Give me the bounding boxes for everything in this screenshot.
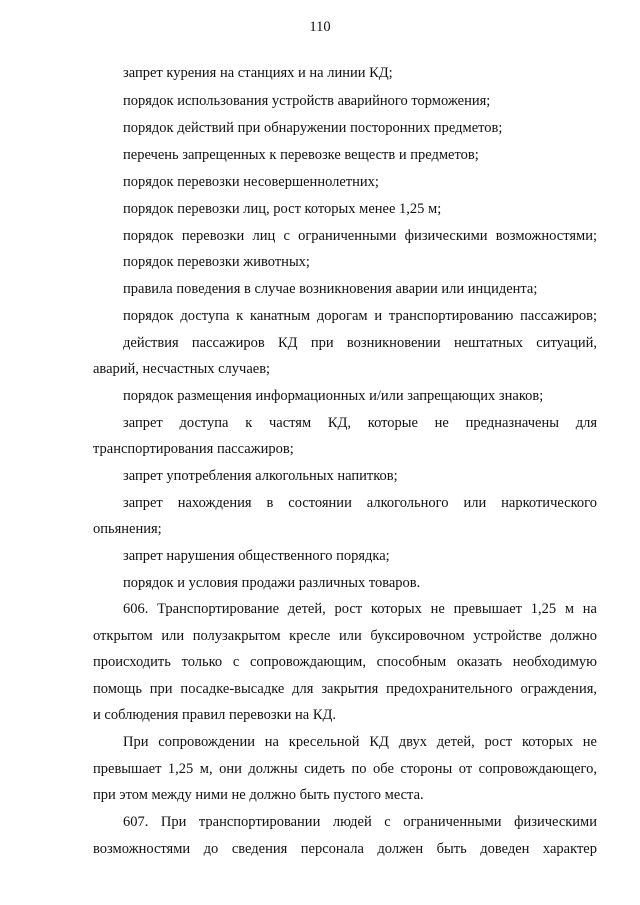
paragraph-606-line: помощь при посадке-высадке для закрытия предохранительного ограждения, [93,681,597,697]
paragraph-607-line: возможностями до сведения персонала должен быть доведен характер [93,841,597,857]
list-item-foreign-objects: порядок действий при обнаружении посторонних предметов; [123,120,503,136]
list-item-prohibited-substances: перечень запрещенных к перевозке веществ и предметов; [123,147,479,163]
list-item-disabilities: порядок перевозки лиц с ограниченными физическими возможностями; [123,228,597,244]
paragraph-606-line: происходить только с сопровождающим, способным оказать необходимую [93,654,597,670]
list-item-emergency-actions-cont: аварий, несчастных случаев; [93,361,271,377]
list-item-restricted-parts: запрет доступа к частям КД, которые не предназначены для [123,415,597,431]
list-item-animals: порядок перевозки животных; [123,254,310,270]
paragraph-606-line: открытом или полузакрытом кресле или буксировочном устройстве должно [93,628,597,644]
page-number: 110 [309,19,331,35]
list-item-intoxication: запрет нахождения в состоянии алкогольного или наркотического [123,495,597,511]
paragraph-606-line: и соблюдения правил перевозки на КД. [93,707,337,723]
list-item-height-limit: порядок перевозки лиц, рост которых менее 1,25 м; [123,201,442,217]
paragraph-606-line: 606. Транспортирование детей, рост которых не превышает 1,25 м на [123,601,597,617]
paragraph-escort-line: При сопровождении на кресельной КД двух детей, рост которых не [123,734,597,750]
paragraph-escort-line: при этом между ними не должно быть пустого места. [93,787,424,803]
list-item-access-ropeways: порядок доступа к канатным дорогам и транспортированию пассажиров; [123,308,597,324]
list-item-emergency-actions: действия пассажиров КД при возникновении нештатных ситуаций, [123,335,597,351]
list-item-minors: порядок перевозки несовершеннолетних; [123,174,379,190]
list-item-public-order: запрет нарушения общественного порядка; [123,548,390,564]
list-item-intoxication-cont: опьянения; [93,521,162,537]
list-item-signs: порядок размещения информационных и/или запрещающих знаков; [123,388,544,404]
list-item-accident-behavior: правила поведения в случае возникновения аварии или инцидента; [123,281,538,297]
list-item-alcohol: запрет употребления алкогольных напитков; [123,468,398,484]
list-item-sales: порядок и условия продажи различных товаров. [123,575,421,591]
list-item-smoking-ban: запрет курения на станциях и на линии КД; [123,65,393,81]
list-item-restricted-parts-cont: транспортирования пассажиров; [93,441,294,457]
paragraph-607-line: 607. При транспортировании людей с ограниченными физическими [123,814,597,830]
list-item-emergency-braking: порядок использования устройств аварийного торможения; [123,93,491,109]
paragraph-escort-line: превышает 1,25 м, они должны сидеть по обе стороны от сопровождающего, [93,761,597,777]
